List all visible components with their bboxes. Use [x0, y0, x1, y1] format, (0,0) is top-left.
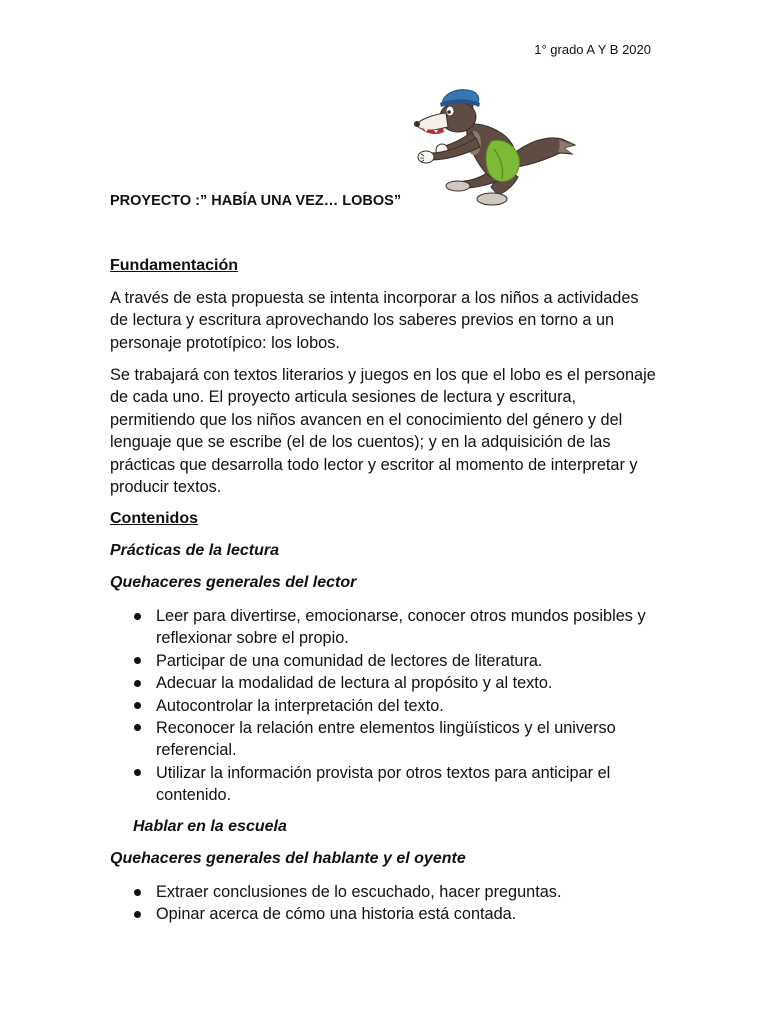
- fundamentacion-heading: Fundamentación: [110, 257, 239, 274]
- contenidos-heading: Contenidos: [110, 510, 198, 527]
- paragraph-line: personaje prototípico: los lobos.: [110, 333, 340, 352]
- list-item-line: Autocontrolar la interpretación del texto.: [156, 696, 444, 715]
- list-item-line: contenido.: [156, 786, 232, 805]
- bullet-icon: [134, 724, 141, 731]
- list-item-line: Participar de una comunidad de lectores de literatura.: [156, 651, 543, 670]
- list-item: [110, 881, 561, 903]
- hablante-tasks-list: [110, 881, 561, 926]
- list-item: [110, 605, 646, 650]
- list-item: [110, 903, 561, 925]
- lector-tasks-list: [110, 605, 646, 807]
- bullet-icon: [134, 680, 141, 687]
- bullet-icon: [134, 911, 141, 918]
- bullet-icon: [134, 769, 141, 776]
- list-item: [110, 762, 646, 807]
- list-item: [110, 695, 646, 717]
- bullet-icon: [134, 613, 141, 620]
- paragraph-line: producir textos.: [110, 477, 222, 496]
- list-item-line: reflexionar sobre el propio.: [156, 629, 349, 648]
- wolf-nose: [414, 121, 420, 127]
- list-item-line: Opinar acerca de cómo una historia está contada.: [156, 905, 517, 924]
- bullet-icon: [134, 889, 141, 896]
- list-item-line: Extraer conclusiones de lo escuchado, hacer preguntas.: [156, 883, 562, 901]
- wolf-front-foot: [446, 181, 470, 191]
- paragraph-line: Se trabajará con textos literarios y juegos en los que el lobo es el personaje: [110, 366, 656, 384]
- grade-header: 1° grado A Y B 2020: [534, 42, 651, 57]
- bullet-icon: [134, 702, 141, 709]
- paragraph-line: prácticas que desarrolla todo lector y escritor al momento de interpretar y: [110, 455, 638, 474]
- wolf-back-foot: [477, 193, 507, 205]
- paragraph-line: permitiendo que los niños avancen en el conocimiento del género y del: [110, 410, 623, 429]
- paragraph-line: A través de esta propuesta se intenta incorporar a los niños a actividades: [110, 289, 639, 307]
- wolf-pupil: [447, 110, 451, 114]
- paragraph-line: de lectura y escritura aprovechando los saberes previos en torno a un: [110, 311, 615, 330]
- list-item: [110, 650, 646, 672]
- fundamentacion-paragraph-2: [110, 364, 656, 498]
- quehaceres-hablante-heading: Quehaceres generales del hablante y el oyente: [110, 850, 466, 867]
- hablar-escuela-heading: Hablar en la escuela: [133, 818, 287, 835]
- list-item: [110, 672, 646, 694]
- fundamentacion-paragraph-1: [110, 287, 639, 354]
- quehaceres-lector-heading: Quehaceres generales del lector: [110, 574, 357, 591]
- list-item-line: Reconocer la relación entre elementos lingüísticos y el universo: [156, 718, 616, 737]
- practicas-lectura-heading: Prácticas de la lectura: [110, 542, 279, 559]
- project-title: PROYECTO :” HABÍA UNA VEZ… LOBOS”: [110, 193, 402, 209]
- wolf-front-glove: [418, 151, 434, 163]
- paragraph-line: lenguaje que se escribe (el de los cuentos); y en la adquisición de las: [110, 433, 611, 452]
- list-item-line: Utilizar la información provista por otros textos para anticipar el: [156, 763, 611, 782]
- list-item: [110, 717, 646, 762]
- list-item-line: Adecuar la modalidad de lectura al propósito y al texto.: [156, 674, 553, 693]
- wolf-illustration: [412, 87, 577, 209]
- wolf-snout: [416, 113, 448, 130]
- paragraph-line: de cada uno. El proyecto articula sesiones de lectura y escritura,: [110, 388, 577, 407]
- list-item-line: referencial.: [156, 741, 237, 760]
- list-item-line: Leer para divertirse, emocionarse, conocer otros mundos posibles y: [156, 607, 646, 625]
- bullet-icon: [134, 657, 141, 664]
